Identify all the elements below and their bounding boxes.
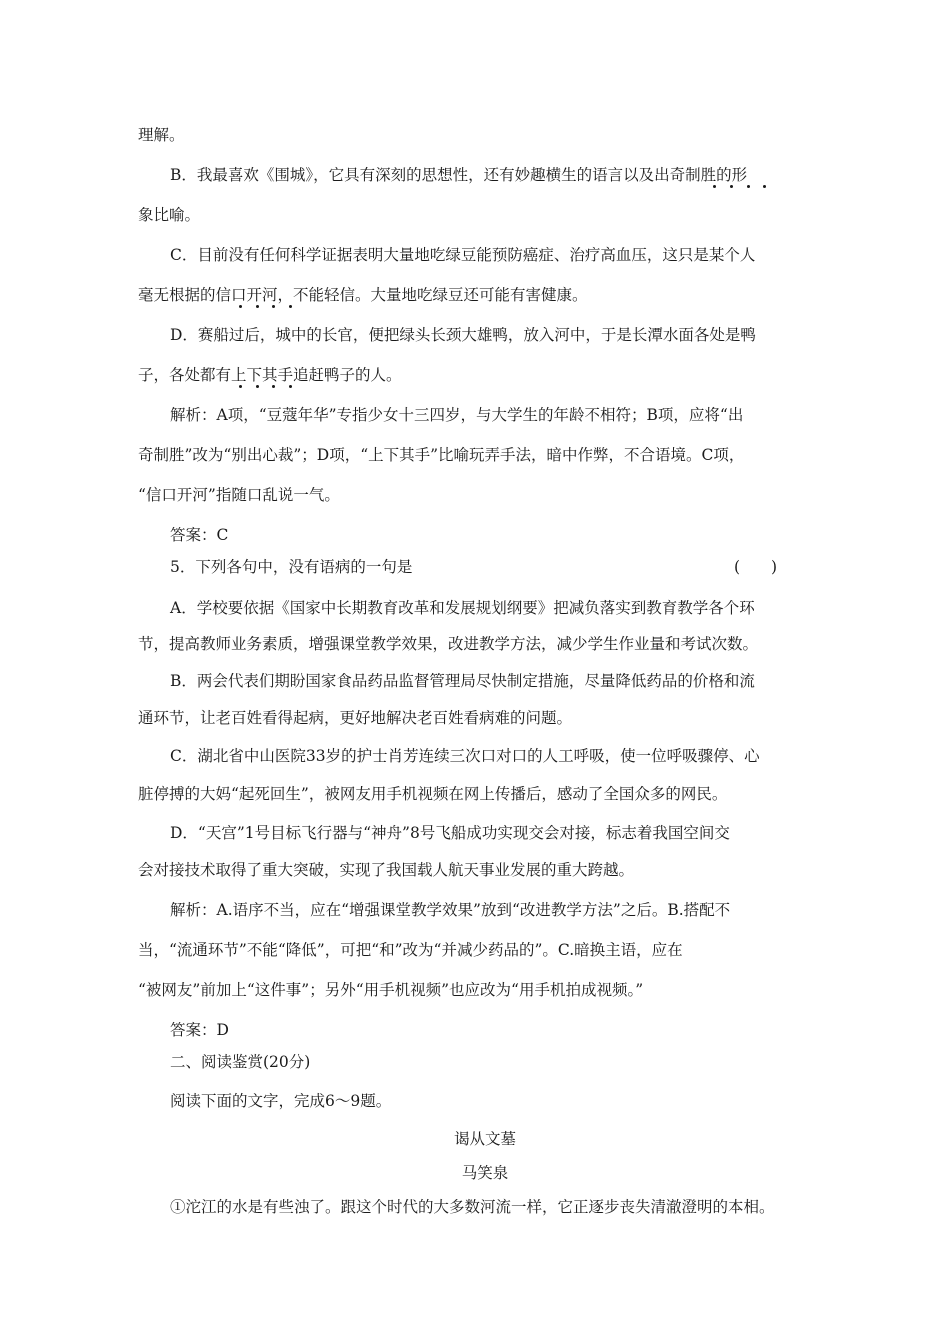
reading-instruction: 阅读下面的文字，完成6～9题。: [170, 1092, 392, 1110]
q4-option-d-line2: 子，各处都有上下其手追赶鸭子的人。: [138, 366, 402, 384]
essay-title: 谒从文墓: [453, 1130, 516, 1148]
essay-paragraph-1: ①沱江的水是有些浊了。跟这个时代的大多数河流一样，它正逐步丧失清澈澄明的本相。: [170, 1198, 775, 1216]
q4-option-b-line2: 象比喻。: [138, 206, 201, 224]
q5-option-a-line2: 节，提高教师业务素质，增强课堂教学效果，改进教学方法，减少学生作业量和考试次数。: [138, 635, 759, 653]
q4-answer: 答案：C: [170, 526, 229, 544]
q4-option-c-line2: 毫无根据的信口开河，不能轻信。大量地吃绿豆还可能有害健康。: [138, 286, 588, 304]
q4-analysis-line1: 解析：A项，“豆蔻年华”专指少女十三四岁，与大学生的年龄不相符；B项，应将“出: [170, 406, 744, 424]
answer-blank-bracket: ( ): [734, 558, 778, 576]
q5-option-c-line1: C．湖北省中山医院33岁的护士肖芳连续三次口对口的人工呼吸，使一位呼吸骤停、心: [170, 747, 760, 765]
q5-option-b-line2: 通环节，让老百姓看得起病，更好地解决老百姓看病难的问题。: [138, 709, 573, 727]
essay-author: 马笑泉: [461, 1164, 509, 1182]
q4-option-b-line1: B．我最喜欢《围城》，它具有深刻的思想性，还有妙趣横生的语言以及出奇制胜的形: [170, 166, 748, 184]
q4-analysis-line2: 奇制胜”改为“别出心裁”；D项，“上下其手”比喻玩弄手法，暗中作弊，不合语境。C项，: [138, 446, 745, 464]
q5-analysis-line2: 当，“流通环节”不能“降低”，可把“和”改为“并减少药品的”。C.暗换主语，应在: [138, 941, 683, 959]
q4-analysis-line3: “信口开河”指随口乱说一气。: [138, 486, 340, 504]
q5-option-d-line1: D．“天宫”1号目标飞行器与“神舟”8号飞船成功实现交会对接，标志着我国空间交: [170, 824, 730, 842]
q4-option-c-line1: C．目前没有任何科学证据表明大量地吃绿豆能预防癌症、治疗高血压，这只是某个人: [170, 246, 756, 264]
q5-option-b-line1: B．两会代表们期盼国家食品药品监督管理局尽快制定措施，尽量降低药品的价格和流: [170, 672, 755, 690]
q5-stem: 5．下列各句中，没有语病的一句是: [170, 558, 413, 576]
q5-option-d-line2: 会对接技术取得了重大突破，实现了我国载人航天事业发展的重大跨越。: [138, 861, 635, 879]
intro-tail: 理解。: [138, 126, 185, 144]
q4-option-d-line1: D．赛船过后，城中的长官，便把绿头长颈大雄鸭，放入河中，于是长潭水面各处是鸭: [170, 326, 756, 344]
section-heading: 二、阅读鉴赏(20分): [170, 1053, 311, 1071]
q5-option-c-line2: 脏停搏的大妈“起死回生”，被网友用手机视频在网上传播后，感动了全国众多的网民。: [138, 785, 728, 803]
q5-analysis-line3: “被网友”前加上“这件事”；另外“用手机视频”也应改为“用手机拍成视频。”: [138, 981, 644, 999]
q5-analysis-line1: 解析：A.语序不当，应在“增强课堂教学效果”放到“改进教学方法”之后。B.搭配不: [170, 901, 731, 919]
q5-option-a-line1: A．学校要依据《国家中长期教育改革和发展规划纲要》把减负落实到教育教学各个环: [170, 599, 755, 617]
q5-answer: 答案：D: [170, 1021, 229, 1039]
